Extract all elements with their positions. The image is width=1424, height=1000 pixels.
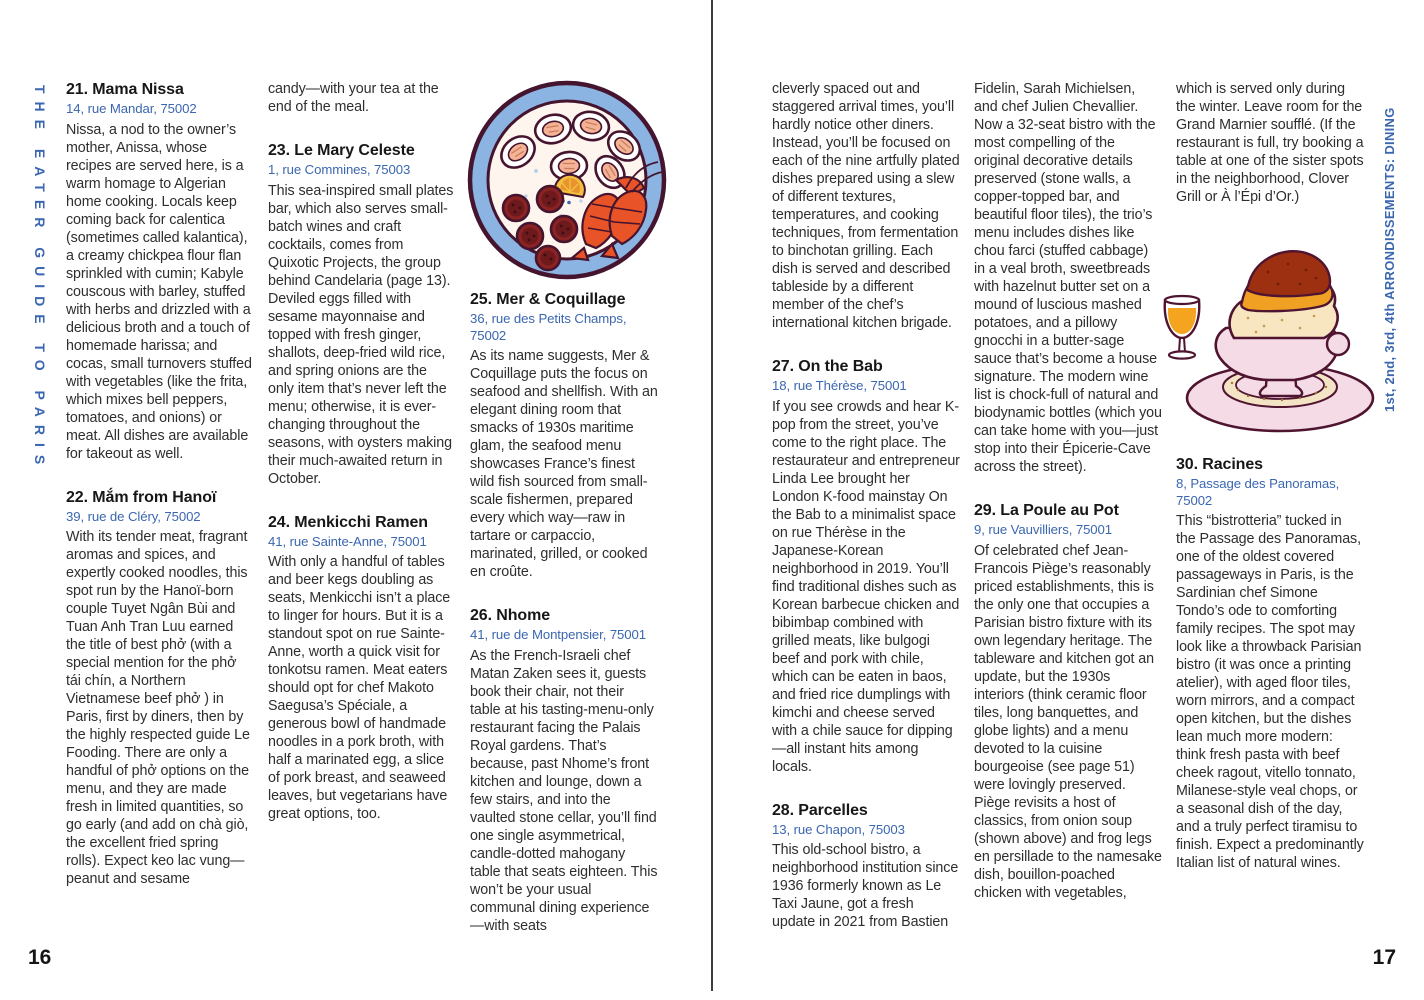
continuation-text: candy—with your tea at the end of the meal. — [268, 81, 439, 115]
entry-25-body: As its name suggests, Mer & Coquillage puts the focus on seafood and shellfish. With an elegant dining room that smacks of 1930s maritime glam, the seafood menu showcases France’s finest wild fish sourced from small-scale fishermen, prepared every which way—raw in tartare or carpaccio, marinated, grilled, or cooked en croûte. — [470, 348, 658, 580]
entry-26 — [470, 606, 658, 935]
entry-23-address: 1, rue Commines, 75003 — [268, 162, 411, 177]
entry-30-body: This “bistrotteria” tucked in the Passage des Panoramas, one of the oldest covered passageways in Paris, is the Sardinian chef Simone Tondo’s ode to comforting family recipes. The spot may look like a throwback Parisian bistro (it was once a printing atelier), with aged floor tiles, worn mirrors, and a compact open kitchen, but the dishes lean much more modern: think fresh pasta with beef cheek ragout, vitello tonnato, Milanese-style veal chops, or a seasonal dish of the day, and a truly perfect tiramisu to finish. Expect a predominantly Italian list of natural wines. — [1176, 513, 1364, 871]
entry-25 — [470, 290, 658, 581]
entry-24-body: With only a handful of tables and beer kegs doubling as seats, Menkicchi isn’t a place to linger for hours. But it is a standout spot on rue Sainte-Anne, worth a quick visit for tonkotsu ramen. Meat eaters should opt for chef Makoto Saegusa’s Spéciale, a generous bowl of handmade noodles in a pork broth, with half a marinated egg, a slice of pork breast, and seaweed leaves, but vegetarians have great options, too. — [268, 554, 451, 822]
seafood-platter-illustration — [466, 76, 668, 284]
entry-28-address: 13, rue Chapon, 75003 — [772, 821, 905, 837]
entry-28 — [772, 801, 960, 932]
page-divider-line — [711, 0, 713, 991]
entry-27-title: 27. On the Bab — [772, 358, 883, 375]
right-column-1 — [772, 80, 960, 931]
right-column-3-bottom — [1176, 455, 1364, 872]
entry-28-title: 28. Parcelles — [772, 801, 868, 819]
entry-25-title: 25. Mer & Coquillage — [470, 291, 626, 308]
entry-21-address: 14, rue Mandar, 75002 — [66, 101, 197, 116]
entry-30-title: 30. Racines — [1176, 456, 1263, 473]
entry-27 — [772, 357, 960, 776]
entry-23-title: 23. Le Mary Celeste — [268, 142, 415, 159]
souffle-illustration — [1148, 240, 1376, 440]
entry-29-continuation — [1176, 80, 1364, 206]
entry-21-body: Nissa, a nod to the owner’s mother, Anissa, whose recipes are served here, is a warm homage to Algerian home cooking. Locals keep coming back for calentica (sometimes called kalantica), a creamy chickpea flour flan sprinkled with cumin; Kabyle couscous with barley, stuffed with herbs and drizzled with a delicious broth and a touch of homemade harissa; and cocas, small turnovers stuffed with vegetables (like the frita, which mixes bell peppers, tomatoes, and onions) or meat. All dishes are available for takeout as well. — [66, 121, 252, 462]
entry-26-continuation — [772, 80, 960, 332]
entry-23-body: This sea-inspired small plates bar, which also serves small-batch wines and craft cocktails, comes from Quixotic Projects, the group behind Candelaria (page 13). Deviled eggs filled with sesame mayonnaise and topped with fresh ginger, shallots, deep-fried wild rice, and spring onions are the only item that’s never left the menu; otherwise, it is ever-changing throughout the seasons, with oysters making their much-awaited return in October. — [268, 182, 454, 487]
left-column-2 — [268, 80, 456, 823]
liqueur-glass — [1165, 296, 1200, 359]
entry-29-address: 9, rue Vauvilliers, 75001 — [974, 522, 1113, 537]
entry-25-address: 36, rue des Petits Champs, 75002 — [470, 311, 627, 343]
page-number-left: 16 — [28, 946, 52, 969]
right-column-2 — [974, 80, 1162, 902]
right-sidebar-vertical-title: 1st, 2nd, 3rd, 4th ARRONDISSEMENTS: DINING — [1382, 107, 1397, 412]
continuation-text: cleverly spaced out and staggered arrival times, you’ll hardly notice other diners. Instead, you’ll be focused on each of the nine artfully plated dishes prepared using a slew of different textures, temperatures, and cooking techniques, from fermentation to binchotan grilling. Each dish is served and described tableside by a different member of the chef’s international kitchen brigade. — [772, 81, 960, 331]
souffle-puff — [1230, 251, 1338, 338]
entry-23 — [268, 141, 456, 488]
entry-22-body: With its tender meat, fragrant aromas and spices, and expertly cooked noodles, this spot run by the Hanoï-born couple Tuyet Ngân Bùi and Tuan Anh Tran Luu earned the title of best phở (with a special mention for the phở tái chín, a Northern Vietnamese beef phở ) in Paris, first by diners, then by the highly respected guide Le Fooding. There are only a handful of phở options on the menu, and they are made fresh in limited quantities, so go early (and add on chà giò, the excellent fried spring rolls). Expect keo lac vung—peanut and sesame — [66, 529, 250, 887]
entry-22-address: 39, rue de Cléry, 75002 — [66, 508, 201, 524]
entry-22-title: 22. Mắm from Hanoï — [66, 488, 217, 506]
continuation-text: Fidelin, Sarah Michielsen, and chef Julien Chevallier. Now a 32-seat bistro with the most compelling of the original decorative details preserved (stone walls, a copper-topped bar, and beautiful floor tiles), the trio’s menu includes dishes like chou farci (stuffed cabbage) in a veal broth, sweetbreads with hazelnut butter set on a mound of luscious mashed potatoes, and a pillowy gnocchi in a butter-sage sauce that’s become a house signature. The modern wine list is chock-full of natural and biodynamic bottles (which you can take home with you—just stop into their Épicerie-Cave across the street). — [974, 81, 1162, 475]
entry-22 — [66, 488, 254, 889]
entry-28-body: This old-school bistro, a neighborhood institution since 1936 formerly known as Le Taxi Jaune, got a fresh update in 2021 from Bastien — [772, 842, 959, 930]
entry-30-address: 8, Passage des Panoramas, 75002 — [1176, 476, 1340, 508]
entry-27-body: If you see crowds and hear K-pop from the street, you’ve come to the right place. The restaurateur and entrepreneur Linda Lee brought her London K-food mainstay On the Bab to a minimalist space on rue Thérèse in the Japanese-Korean neighborhood in 2019. You’ll find traditional dishes such as Korean barbecue chicken and bibimbap combined with grilled meats, like bulgogi beef and pork with chile, which can be eaten in baos, and fried rice dumplings with kimchi and cheese served with a chile sauce for dipping—all instant hits among locals. — [772, 398, 960, 775]
entry-26-body: As the French-Israeli chef Matan Zaken sees it, guests book their chair, not their table at his tasting-menu-only restaurant facing the Palais Royal gardens. That’s because, past Nhome’s front kitchen and lounge, down a few stairs, and into the vaulted stone cellar, you’ll find one single asymmetrical, candle-dotted mahogany table that seats eighteen. This won’t be your usual communal dining experience—with seats — [470, 647, 658, 934]
continuation-text: which is served only during the winter. Leave room for the Grand Marnier soufflé. (If the restaurant is full, try booking a table at one of the sister spots in the neighborhood, Clover Grill or À l’Épi d’Or.) — [1176, 81, 1364, 205]
entry-27-address: 18, rue Thérèse, 75001 — [772, 378, 907, 393]
entry-28-continuation — [974, 80, 1162, 476]
page-number-right: 17 — [1372, 946, 1396, 969]
entry-24-title: 24. Menkicchi Ramen — [268, 513, 428, 531]
right-column-3-top — [1176, 80, 1364, 206]
entry-29-title: 29. La Poule au Pot — [974, 502, 1119, 519]
entry-24-address: 41, rue Sainte-Anne, 75001 — [268, 533, 427, 549]
entry-21-title: 21. Mama Nissa — [66, 81, 184, 98]
entry-24 — [268, 513, 456, 824]
entry-30 — [1176, 455, 1364, 872]
entry-26-title: 26. Nhome — [470, 607, 551, 624]
left-column-3 — [470, 290, 658, 935]
entry-21 — [66, 80, 254, 463]
left-sidebar-vertical-title: THE EATER GUIDE TO PARIS — [32, 85, 48, 473]
entry-29 — [974, 501, 1162, 902]
entry-29-body: Of celebrated chef Jean-Francois Piège’s reasonably priced establishments, this is the only one that occupies a Parisian bistro fixture with its own legendary heritage. The tableware and kitchen got an update, but the 1930s interiors (think ceramic floor tiles, long banquettes, and globe lights) and a menu devoted to la cuisine bourgeoise (see page 51) were lovingly preserved. Piège revisits a host of classics, from onion soup (shown above) and frog legs en persillade to the namesake dish, bouillon-poached chicken with vegetables, — [974, 542, 1162, 901]
left-column-1 — [66, 80, 254, 888]
entry-22-continuation — [268, 80, 456, 116]
entry-26-address: 41, rue de Montpensier, 75001 — [470, 627, 646, 642]
